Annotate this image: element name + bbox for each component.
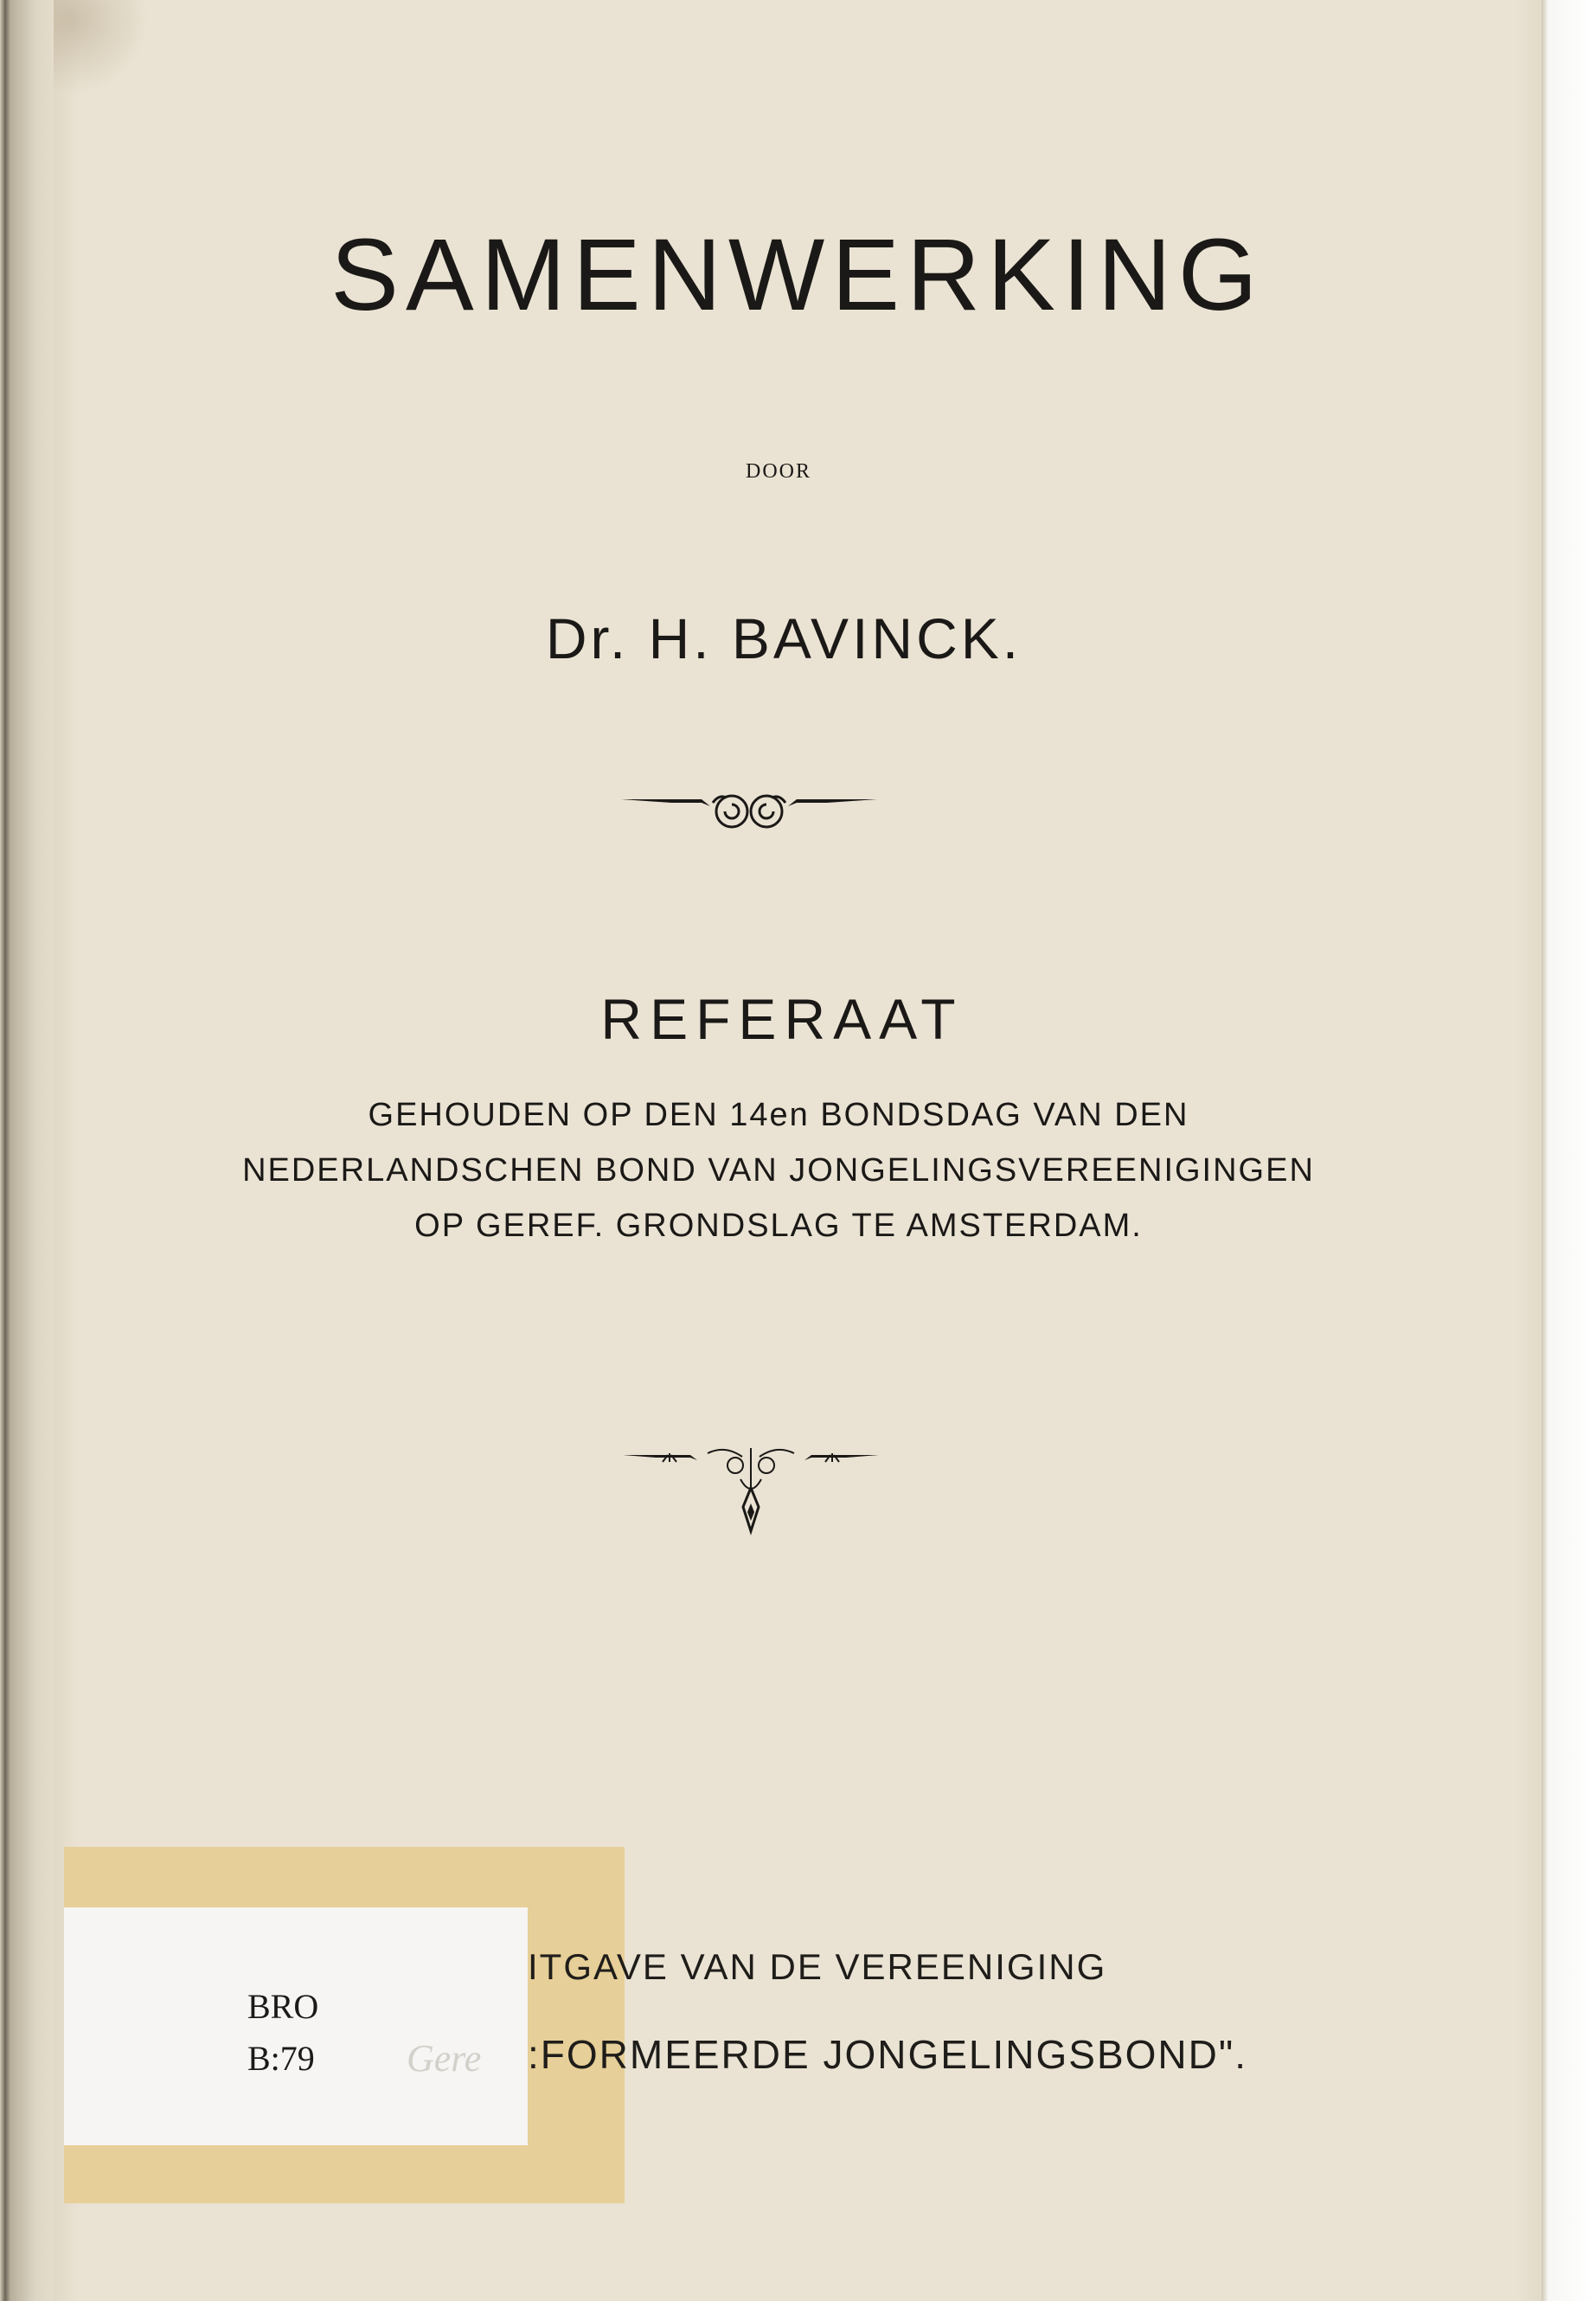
scroll-ornament-icon [619, 768, 879, 846]
fleuron-ornament-icon [621, 1436, 881, 1540]
publisher-line-1: ITGAVE VAN DE VEREENIGING [528, 1946, 1107, 1987]
faded-publisher-fragment: Gere [407, 2037, 482, 2080]
cover-title: SAMENWERKING [330, 218, 1265, 332]
referaat-heading: REFERAAT [600, 987, 964, 1051]
shelf-mark-line-2: B:79 [247, 2039, 315, 2078]
book-spine-edge [0, 0, 54, 2301]
shelf-mark-line-1: BRO [247, 1987, 319, 2026]
scan-margin [1542, 0, 1596, 2301]
referaat-line-2: NEDERLANDSCHEN BOND VAN JONGELINGSVEREENIGINGEN [242, 1152, 1315, 1189]
door-label: DOOR [745, 460, 811, 483]
referaat-line-3: OP GEREF. GRONDSLAG TE AMSTERDAM. [414, 1208, 1143, 1244]
publisher-line-2: :FORMEERDE JONGELINGSBOND". [528, 2032, 1247, 2077]
corner-wear [54, 0, 149, 95]
author-name: Dr. H. BAVINCK. [545, 606, 1022, 670]
referaat-line-1: GEHOUDEN OP DEN 14en BONDSDAG VAN DEN [368, 1097, 1189, 1133]
